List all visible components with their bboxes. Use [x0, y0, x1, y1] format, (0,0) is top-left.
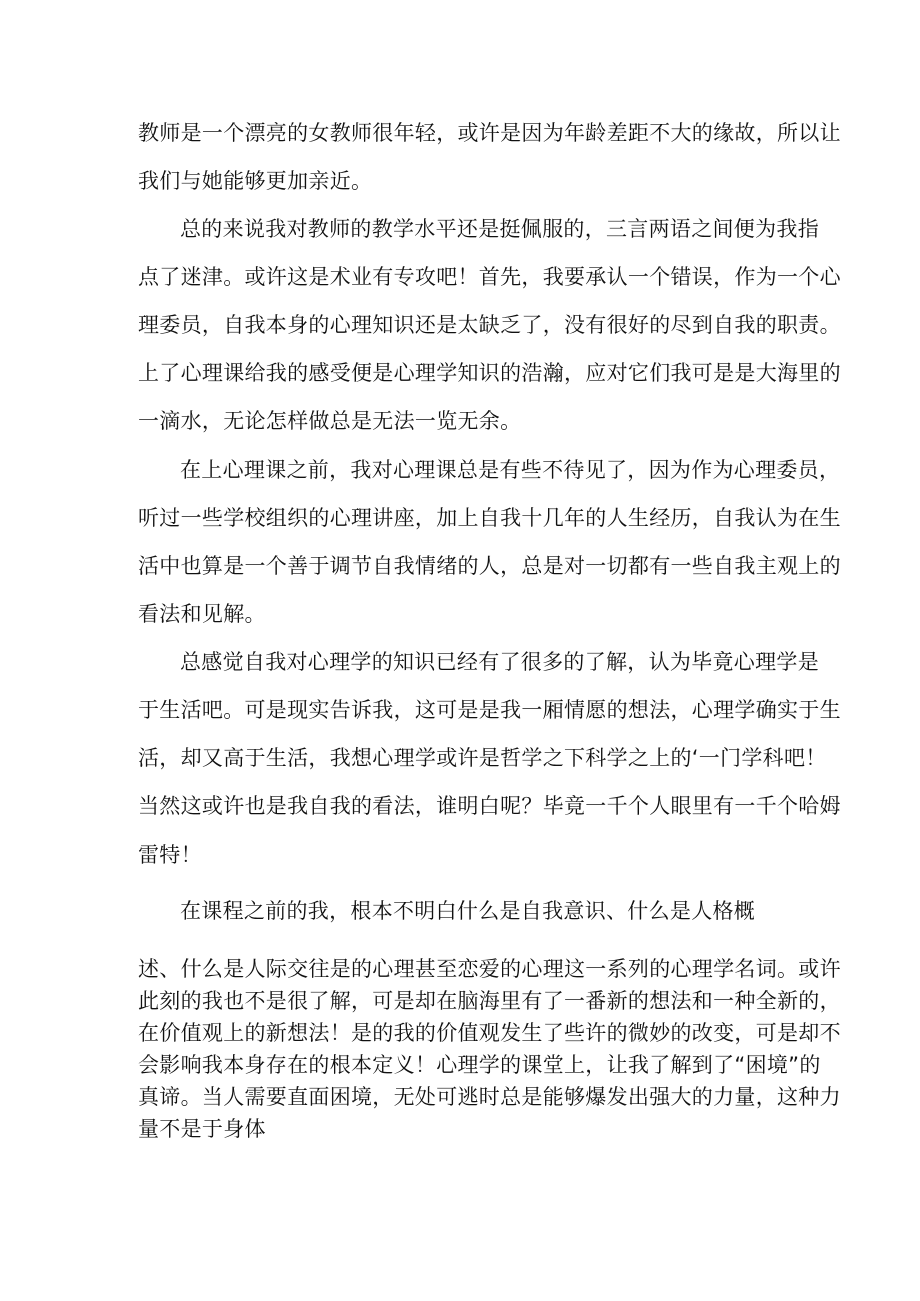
- text-line: 在上心理课之前，我对心理课总是有些不待见了，因为作为心理委员，: [180, 458, 841, 482]
- text-line: 会影响我本身存在的根本定义！心理学的课堂上，让我了解到了“困境”的: [138, 1053, 821, 1077]
- text-line: 在课程之前的我，根本不明白什么是自我意识、什么是人格概: [180, 899, 756, 923]
- text-line: 总的来说我对教师的教学水平还是挺佩服的，三言两语之间便为我指: [180, 217, 819, 241]
- text-line: 在价值观上的新想法！是的我的价值观发生了些许的微妙的改变，可是却不: [138, 1021, 841, 1045]
- text-line: 点了迷津。或许这是术业有专攻吧！首先，我要承认一个错误，作为一个心: [138, 265, 841, 289]
- text-line: 教师是一个漂亮的女教师很年轻，或许是因为年龄差距不大的缘故，所以让: [138, 121, 841, 145]
- text-line: 上了心理课给我的感受便是心理学知识的浩瀚，应对它们我可是是大海里的: [138, 361, 841, 385]
- text-line: 活中也算是一个善于调节自我情绪的人，总是对一切都有一些自我主观上的: [138, 554, 841, 578]
- text-line: 于生活吧。可是现实告诉我，这可是是我一厢情愿的想法，心理学确实于生: [138, 698, 841, 722]
- text-line: 活，却又高于生活，我想心理学或许是哲学之下科学之上的‘一门学科吧！: [138, 746, 827, 770]
- text-line: 我们与她能够更加亲近。: [138, 169, 373, 193]
- text-line: 量不是于身体: [138, 1117, 266, 1141]
- text-line: 雷特！: [138, 843, 202, 867]
- text-line: 当然这或许也是我自我的看法，谁明白呢？毕竟一千个人眼里有一千个哈姆: [138, 794, 841, 818]
- text-line: 真谛。当人需要直面困境，无处可逃时总是能够爆发出强大的力量，这种力: [138, 1085, 841, 1109]
- text-line: 述、什么是人际交往是的心理甚至恋爱的心理这一系列的心理学名词。或许: [138, 957, 841, 981]
- text-line: 总感觉自我对心理学的知识已经有了很多的了解，认为毕竟心理学是: [180, 650, 819, 674]
- text-line: 一滴水，无论怎样做总是无法一览无余。: [138, 409, 522, 433]
- text-line: 理委员，自我本身的心理知识还是太缺乏了，没有很好的尽到自我的职责。: [138, 313, 841, 337]
- text-line: 听过一些学校组织的心理讲座，加上自我十几年的人生经历，自我认为在生: [138, 506, 841, 530]
- text-line: 看法和见解。: [138, 602, 266, 626]
- text-line: 此刻的我也不是很了解，可是却在脑海里有了一番新的想法和一种全新的，: [138, 989, 841, 1013]
